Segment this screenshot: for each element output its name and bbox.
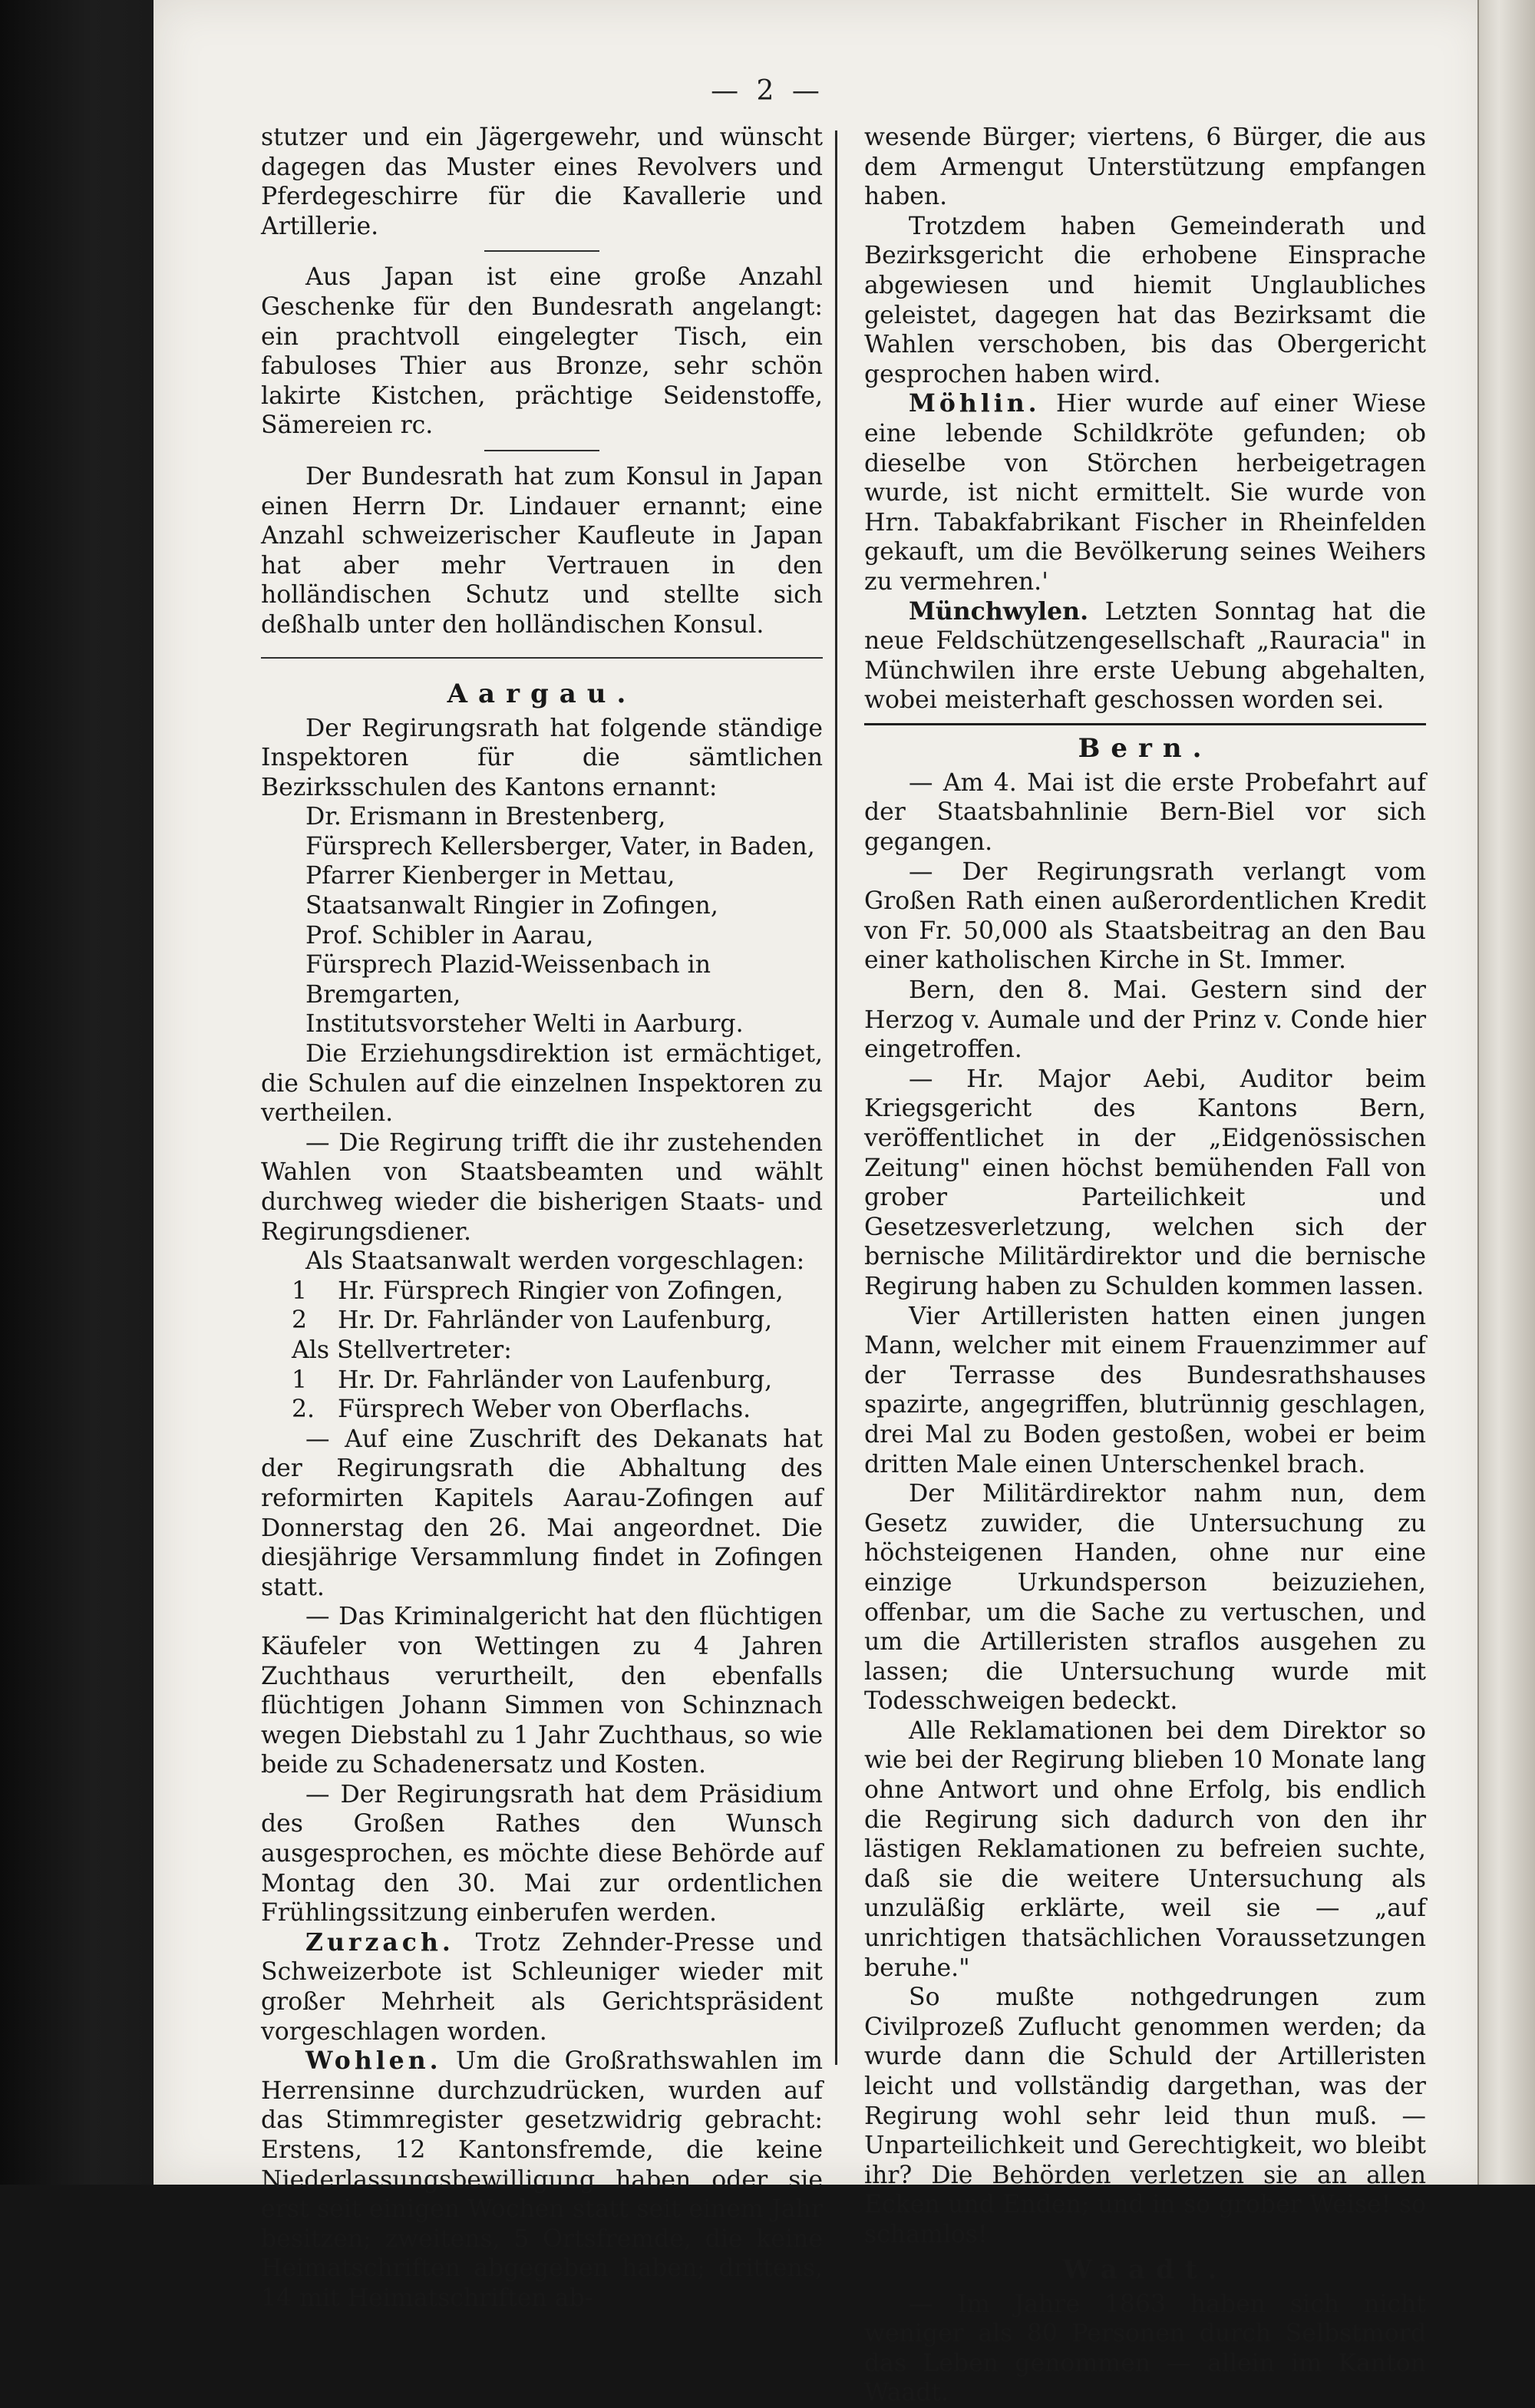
article-paragraph: — Auf eine Zuschrift des Dekanats hat der Regirungsrath die Abhaltung des reformirten Kapitels Aarau-Zofingen auf Donnerstag den 26. Mai angeordnet. Die diesjährige Versammlung findet in Zofingen statt. <box>261 1425 823 1601</box>
article-paragraph: — Im Jahre 1863 haben sich nicht weniger als 80 Personen durch Selbstmord das Leben genommen — allein im Kanton Waadt. <box>864 2290 1426 2407</box>
column-rule <box>835 130 837 2065</box>
left-column <box>261 123 823 2314</box>
article-paragraph: Der Regirungsrath hat folgende ständige Inspektoren für die sämtlichen Bezirksschulen des Kantons ernannt: <box>261 714 823 801</box>
article-paragraph: Bern, den 8. Mai. Gestern sind der Herzog v. Aumale und der Prinz v. Conde hier eingetroffen. <box>864 976 1426 1064</box>
section-heading-bern: Bern. <box>1078 732 1213 764</box>
article-text: Um die Großrathswahlen im Herrensinne durchzudrücken, wurden auf das Stimmregister gesetzwidrig gebracht: Erstens, 12 Kantonsfremde, die keine Niederlassungsbewilligung haben oder sie erst seit einigen Wochen statt seit einem Jahr besitzen; zweitens, 5 Ortsfremde, die keine Heimatschriften abgegeben haben; drittens, 14 mit Heimatschriften ab- <box>261 2047 823 2312</box>
article-paragraph: — Das Kriminalgericht hat den flüchtigen Käufeler von Wettingen zu 4 Jahren Zuchthaus verurtheilt, den ebenfalls flüchtigen Johann Simmen von Schinznach wegen Diebstahl zu 1 Jahr Zuchthaus, so wie beide zu Schadenersatz und Kosten. <box>261 1603 823 1779</box>
article-paragraph: Der Bundesrath hat zum Konsul in Japan einen Herrn Dr. Lindauer ernannt; eine Anzahl schweizerischer Kaufleute in Japan hat aber mehr Vertrauen in den holländischen Schutz und stellte sich deßhalb unter den holländischen Konsul. <box>261 462 823 639</box>
article-text: Hier wurde auf einer Wiese eine lebende Schildkröte gefunden; ob dieselbe von Störchen herbeigetragen wurde, ist nicht ermittelt. Sie wurde von Hrn. Tabakfabrikant Fischer in Rheinfelden gekauft, um die Bevölkerung seines Weihers zu vermehren.' <box>864 390 1427 596</box>
section-heading-waadt: Waadt. <box>1062 2254 1228 2285</box>
article-paragraph: Vier Artilleristen hatten einen jungen Mann, welcher mit einem Frauenzimmer auf der Terrasse des Bundesrathshauses spazirte, angegriffen, blutrünnig geschlagen, drei Mal zu Boden gestoßen, wobei er beim dritten Male einen Unterschenkel brach. <box>864 1302 1426 1478</box>
list-item <box>261 1366 823 1396</box>
article-paragraph <box>261 1928 823 2046</box>
list-text: Fürsprech Weber von Oberflachs. <box>338 1396 751 1424</box>
separator-rule <box>484 450 599 451</box>
list-item: Prof. Schibler in Aarau, <box>305 921 594 950</box>
list-label: Als Staatsanwalt werden vorgeschlagen: <box>305 1247 805 1276</box>
place-heading: Münchwylen. <box>909 596 1089 626</box>
article-paragraph: — Der Regirungsrath verlangt vom Großen Rath einen außerordentlichen Kredit von Fr. 50,000 als Staatsbeitrag an den Bau einer katholischen Kirche in St. Immer. <box>864 857 1426 975</box>
article-paragraph <box>864 389 1426 596</box>
article-paragraph: — Am 4. Mai ist die erste Probefahrt auf der Staatsbahnlinie Bern-Biel vor sich gegangen. <box>864 768 1426 857</box>
article-paragraph: Der Militärdirektor nahm nun, dem Gesetz zuwider, die Untersuchung zu höchsteigenen Handen, ohne nur eine einzige Urkundsperson beizuziehen, offenbar, um die Sache zu vertuschen, und um die Artilleristen straflos ausgehen zu lassen; die Untersuchung wurde mit Todesschweigen bedeckt. <box>864 1480 1426 1716</box>
list-item: Dr. Erismann in Brestenberg, <box>305 803 666 831</box>
place-heading: Wohlen. <box>305 2046 442 2076</box>
article-paragraph: So mußte nothgedrungen zum Civilprozeß Zuflucht genommen werden; da wurde dann die Schuld der Artilleristen leicht und vollständig dargethan, was der Regirung wohl sehr leid thun muß. — Unparteilichkeit und Gerechtigkeit, wo bleibt ihr? Die Behörden verletzen sie an allen Ecken und Enden; und in so grober Weise! so schamlos! <box>864 1984 1426 2248</box>
next-page-edge <box>1477 0 1535 2185</box>
list-text: Hr. Fürsprech Ringier von Zofingen, <box>338 1277 784 1305</box>
list-number: 1 <box>292 1366 308 1394</box>
article-paragraph: stutzer und ein Jägergewehr, und wünscht dagegen das Muster eines Revolvers und Pferdegeschirre für die Kavallerie und Artillerie. <box>261 124 823 240</box>
list-item <box>261 1395 823 1425</box>
list-item: Pfarrer Kienberger in Mettau, <box>305 862 675 890</box>
list-item: Fürsprech Kellersberger, Vater, in Baden, <box>305 832 815 860</box>
list-number: 2 <box>292 1306 308 1335</box>
list-item <box>261 1306 823 1336</box>
section-rule <box>261 657 823 659</box>
article-paragraph: — Der Regirungsrath hat dem Präsidium des Großen Rathes den Wunsch ausgesprochen, es möchte diese Behörde auf Montag den 30. Mai zur ordentlichen Frühlingssitzung einberufen werden. <box>261 1780 823 1927</box>
article-paragraph: Trotzdem haben Gemeinderath und Bezirksgericht die erhobene Einsprache abgewiesen und hiemit Unglaubliches geleistet, dagegen hat das Bezirksamt die Wahlen verschoben, bis das Obergericht gesprochen haben wird. <box>864 212 1426 388</box>
section-heading-aargau: Aargau. <box>447 678 637 709</box>
article-paragraph: — Die Regirung trifft die ihr zustehenden Wahlen von Staatsbeamten und wählt durchweg wieder die bisherigen Staats- und Regirungsdiener. <box>261 1128 823 1246</box>
list-label: Als Stellvertreter: <box>292 1336 512 1364</box>
article-paragraph: Alle Reklamationen bei dem Direktor so wie bei der Regirung blieben 10 Monate lang ohne Antwort und ohne Erfolg, bis endlich die Regirung sich dadurch von den ihr lästigen Reklamationen zu befreien suchte, daß sie die weitere Untersuchung als unzuläßig erklärte, weil sie — „auf unrichtigen thatsächlichen Voraussetzungen beruhe." <box>864 1716 1426 1982</box>
list-item: Institutsvorsteher Welti in Aarburg. <box>305 1010 744 1039</box>
article-paragraph <box>261 2046 823 2313</box>
article-text: Letzten Sonntag hat die neue Feldschützengesellschaft „Rauracia" in Münchwilen ihre erste Uebung abgehalten, wobei meisterhaft geschossen worden sei. <box>864 597 1426 715</box>
right-column <box>864 123 1426 2408</box>
article-paragraph <box>864 597 1426 715</box>
list-item: Fürsprech Plazid-Weissenbach in Bremgarten, <box>305 951 711 1009</box>
article-paragraph: Aus Japan ist eine große Anzahl Geschenke für den Bundesrath angelangt: ein prachtvoll eingelegter Tisch, ein fabuloses Thier aus Bronze, sehr schön lakirte Kistchen, prächtige Seidenstoffe, Sämereien rc. <box>261 263 823 440</box>
place-heading: Möhlin. <box>909 389 1041 418</box>
place-heading: Zurzach. <box>305 1927 454 1957</box>
list-number: 2. <box>292 1396 315 1424</box>
list-text: Hr. Dr. Fahrländer von Laufenburg, <box>338 1306 773 1335</box>
article-paragraph: wesende Bürger; viertens, 6 Bürger, die aus dem Armengut Unterstützung empfangen haben. <box>864 124 1426 211</box>
article-paragraph: Die Erziehungsdirektion ist ermächtiget, die Schulen auf die einzelnen Inspektoren zu vertheilen. <box>261 1040 823 1128</box>
separator-rule <box>484 250 599 252</box>
article-paragraph: — Hr. Major Aebi, Auditor beim Kriegsgericht des Kantons Bern, veröffentlichet in der „Eidgenössischen Zeitung" einen höchst bemühenden Fall von grober Parteilichkeit und Gesetzesverletzung, welchen sich der bernische Militärdirektor und die bernische Regirung haben zu Schulden kommen lassen. <box>864 1065 1426 1300</box>
list-item <box>261 1277 823 1306</box>
list-item: Staatsanwalt Ringier in Zofingen, <box>305 892 718 920</box>
list-text: Hr. Dr. Fahrländer von Laufenburg, <box>338 1366 773 1394</box>
section-rule <box>864 723 1426 725</box>
page-number: — 2 — <box>711 75 824 107</box>
article-text: Trotz Zehnder-Presse und Schweizerbote ist Schleuniger wieder mit großer Mehrheit als Gerichtspräsident vorgeschlagen worden. <box>261 1928 824 2046</box>
list-number: 1 <box>292 1277 308 1305</box>
